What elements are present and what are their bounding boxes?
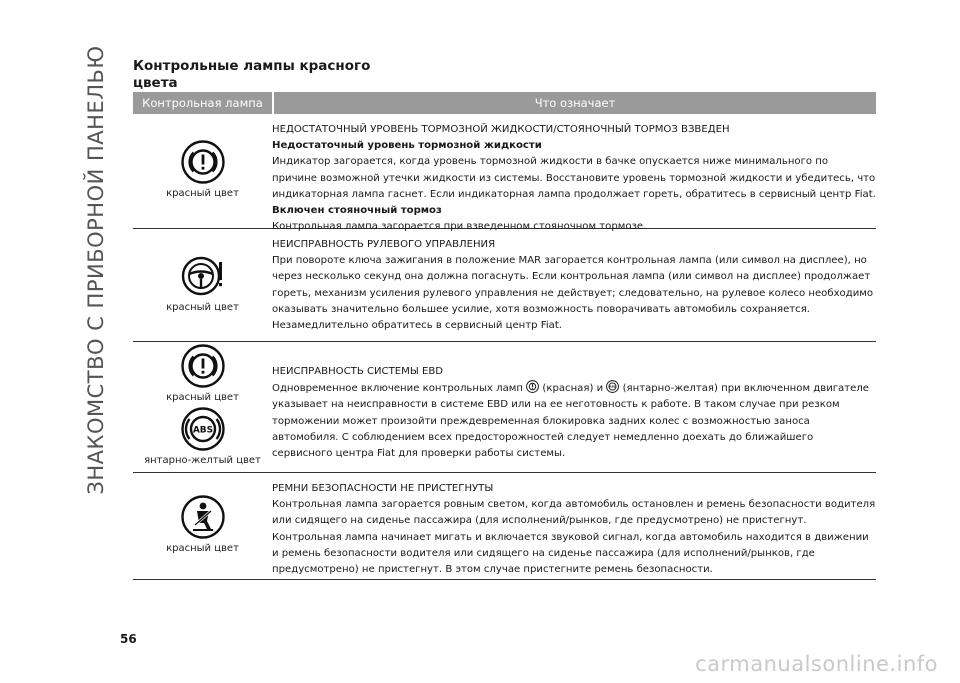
meaning-cell bbox=[272, 229, 876, 341]
table-row bbox=[133, 473, 876, 580]
row-heading: РЕМНИ БЕЗОПАСНОСТИ НЕ ПРИСТЕГНУТЫ bbox=[272, 483, 494, 494]
lamp-cell bbox=[133, 114, 272, 228]
meaning-cell bbox=[272, 473, 876, 579]
brake-warning-icon bbox=[181, 344, 225, 388]
table-row bbox=[133, 342, 876, 473]
brake-warning-icon bbox=[526, 380, 539, 393]
lamp-cell bbox=[133, 473, 272, 579]
ebd-text-part1: Одновременное включение контрольных ламп bbox=[272, 383, 523, 395]
row-heading: НЕИСПРАВНОСТЬ СИСТЕМЫ EBD bbox=[272, 366, 444, 377]
table-row bbox=[133, 114, 876, 233]
ebd-text-part3: (янтарно-желтая) при включенном двигателе указывает на неисправности в системе EBD или на ее неготовность к работе. В таком случае при резком торможении может произойти преждевременная блокировка задних колес с возможностью заноса автомобиля. С соблюдением всех предосторожностей следует немедленно доехать до ближайшего сервисного центра Fiat для проверки работы системы. bbox=[272, 383, 869, 460]
row-text: Контрольная лампа загорается ровным светом, когда автомобиль остановлен и ремень безопасности водителя или сидящего на сиденье пассажира (для исполнений/рынков, где предусмотрено) не пристегнут. Контрольная лампа начинает мигать и включается звуковой сигнал, когда автомобиль находится в движении и ремень безопасности водителя или сидящего на сиденье пассажира (для исполнений/рынков, где предусмотрено) не пристегнут. В этом случае пристегните ремень безопасности. bbox=[272, 499, 876, 576]
row-heading: НЕДОСТАТОЧНЫЙ УРОВЕНЬ ТОРМОЗНОЙ ЖИДКОСТИ/СТОЯНОЧНЫЙ ТОРМОЗ ВЗВЕДЕН bbox=[272, 124, 730, 135]
table-row bbox=[133, 229, 876, 342]
abs-icon bbox=[181, 407, 225, 451]
row-text: При повороте ключа зажигания в положение MAR загорается контрольная лампа (или символ на дисплее), но через несколько секунд она должна погаснуть. Если контрольная лампа (или символ на дисплее) продолжает гореть, механизм усиления рулевого управления не действует; следовательно, на рулевое колесо необходимо оказывать значительно большее усилие, хотя возможность поворачивать автомобиль сохраняется. Незамедлительно обратитесь в сервисный центр Fiat. bbox=[272, 255, 874, 332]
abs-icon bbox=[606, 380, 619, 393]
seatbelt-icon bbox=[181, 495, 225, 539]
row-subheading: Недостаточный уровень тормозной жидкости bbox=[272, 140, 542, 152]
table-header bbox=[133, 92, 876, 114]
section-title: Контрольные лампы красного цвета bbox=[133, 58, 371, 91]
lamp-cell bbox=[133, 229, 272, 341]
chapter-side-title: ЗНАКОМСТВО С ПРИБОРНОЙ ПАНЕЛЬЮ bbox=[84, 45, 108, 495]
lamp-caption: красный цвет bbox=[166, 301, 239, 313]
svg-text:ABS: ABS bbox=[609, 384, 617, 389]
ebd-text-part2: (красная) и bbox=[542, 383, 604, 395]
row-text: Контрольная лампа загорается при взведенном стояночном тормозе. bbox=[272, 221, 647, 233]
watermark: carmanualsonline.info bbox=[695, 652, 938, 676]
steering-warning-icon bbox=[181, 254, 225, 298]
lamp-caption: янтарно-желтый цвет bbox=[144, 455, 261, 466]
lamp-caption: красный цвет bbox=[166, 542, 239, 554]
row-subheading: Включен стояночный тормоз bbox=[272, 205, 442, 217]
row-text: Индикатор загорается, когда уровень тормозной жидкости в бачке опускается ниже минимального по причине возможной утечки жидкости из системы. Восстановите уровень тормозной жидкости и убедитесь, что индикаторная лампа гаснет. Если индикаторная лампа продолжает гореть, обратитесь в сервисный центр Fiat. bbox=[272, 156, 876, 200]
lamp-caption: красный цвет bbox=[166, 392, 239, 403]
lamp-caption: красный цвет bbox=[166, 187, 239, 199]
lamp-cell bbox=[133, 342, 272, 472]
meaning-cell bbox=[272, 342, 876, 472]
meaning-cell bbox=[272, 114, 876, 233]
row-text bbox=[272, 380, 876, 462]
warning-lamps-table bbox=[133, 92, 876, 580]
svg-text:ABS: ABS bbox=[192, 425, 213, 436]
brake-warning-icon bbox=[181, 140, 225, 184]
header-meaning: Что означает bbox=[534, 96, 616, 110]
row-heading: НЕИСПРАВНОСТЬ РУЛЕВОГО УПРАВЛЕНИЯ bbox=[272, 239, 496, 250]
header-lamp: Контрольная лампа bbox=[133, 92, 274, 114]
page-number: 56 bbox=[120, 632, 137, 646]
